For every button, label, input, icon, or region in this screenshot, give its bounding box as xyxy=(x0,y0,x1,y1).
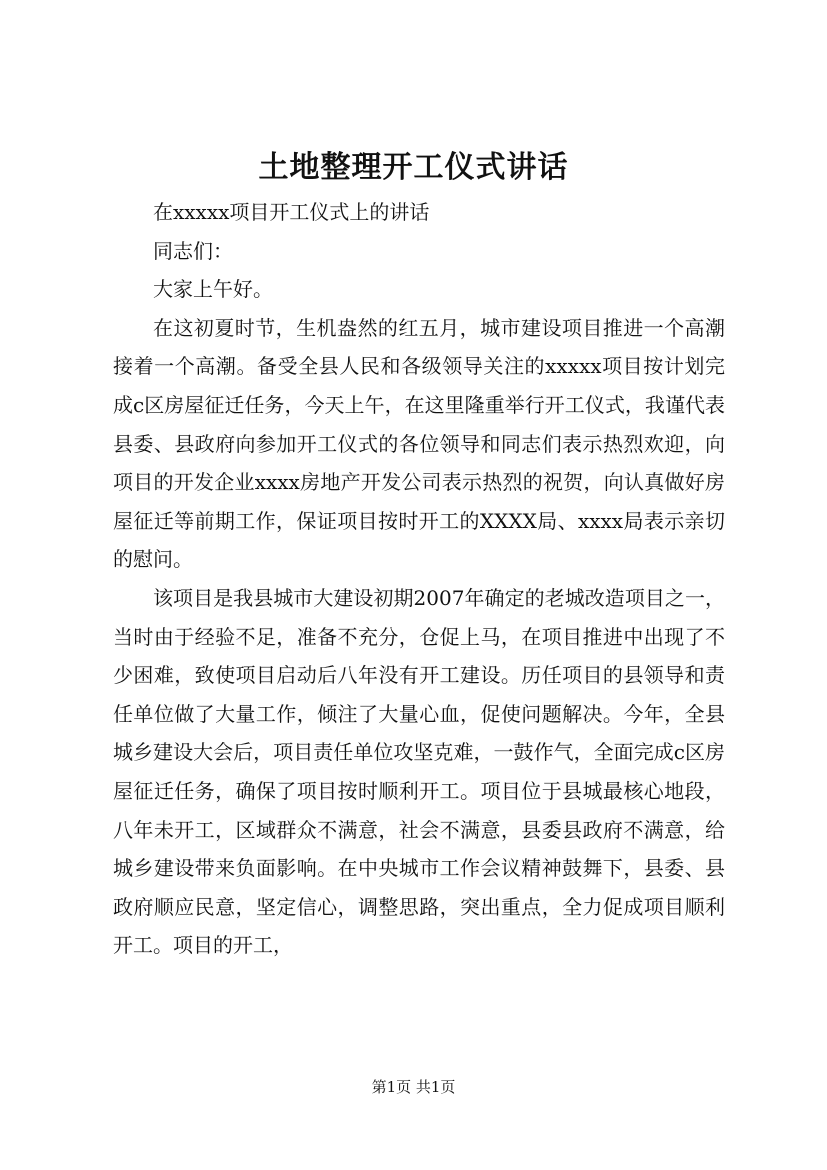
document-body xyxy=(113,193,725,965)
page-number: 第1页 共1页 xyxy=(371,1078,456,1096)
speech-heading: 在xxxxx项目开工仪式上的讲话 xyxy=(153,200,430,224)
document-title: 土地整理开工仪式讲话 xyxy=(258,150,569,185)
body-paragraph: 在这初夏时节，生机盎然的红五月，城市建设项目推进一个高潮接着一个高潮。备受全县人民和各级领导关注的xxxxx项目按计划完成c区房屋征迁任务，今天上午，在这里隆重举行开工仪式，我谨代表县委、县政府向参加开工仪式的各位领导和同志们表示热烈欢迎，向项目的开发企业xxxx房地产开发公司表示热烈的祝贺，向认真做好房屋征迁等前期工作，保证项目按时开工的XXXX局、xxxx局表示亲切的慰问。 xyxy=(113,315,725,572)
salutation: 同志们： xyxy=(153,238,233,263)
body-paragraph: 该项目是我县城市大建设初期2007年确定的老城改造项目之一，当时由于经验不足，准备不充分，仓促上马，在项目推进中出现了不少困难，致使项目启动后八年没有开工建设。历任项目的县领导和责任单位做了大量工作，倾注了大量心血，促使问题解决。今年，全县城乡建设大会后，项目责任单位攻坚克难，一鼓作气，全面完成c区房屋征迁任务，确保了项目按时顺利开工。项目位于县城最核心地段，八年未开工，区域群众不满意，社会不满意，县委县政府不满意，给城乡建设带来负面影响。在中央城市工作会议精神鼓舞下，县委、县政府顺应民意，坚定信心，调整思路，突出重点，全力促成项目顺利开工。项目的开工， xyxy=(113,585,725,958)
greeting: 大家上午好。 xyxy=(153,277,273,302)
